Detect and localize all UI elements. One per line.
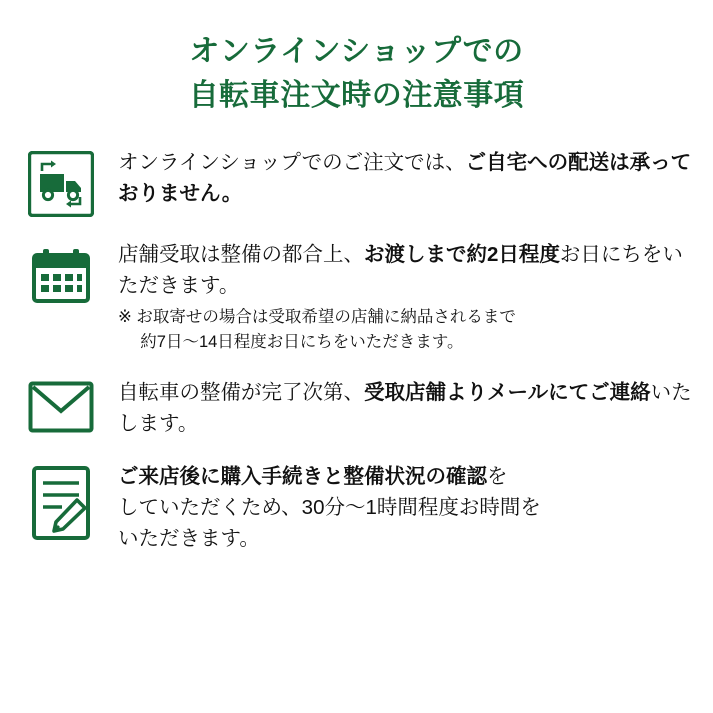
text-bold: ご自宅への bbox=[465, 151, 569, 174]
document-pen-icon bbox=[28, 465, 94, 541]
text-normal: お日にちをいただきます。 bbox=[118, 243, 683, 298]
text-normal: 店舗受取は整備の都合上、 bbox=[118, 243, 364, 266]
calendar-icon bbox=[28, 243, 94, 309]
icon-cell bbox=[18, 377, 104, 433]
text-bold: お渡しまで約2日程 bbox=[364, 243, 540, 266]
text-normal: オンラインショップでのご注文では、 bbox=[118, 151, 466, 174]
text-normal: していただくため、30分〜1時間程度お時間を bbox=[118, 496, 541, 520]
text-bold: ご来店後に購入手続きと整備状況の確認 bbox=[118, 465, 487, 489]
text-bold: 配送は承っておりません。 bbox=[118, 151, 692, 206]
note-line-2: 約7日〜14日程度お日にちをいただきます。 bbox=[140, 333, 464, 352]
list-item bbox=[18, 461, 695, 554]
notice-list bbox=[18, 147, 695, 555]
page-title-line-2: 自転車注文時の注意事項 bbox=[188, 78, 525, 112]
note-line-1: ※ お取寄せの場合は受取希望の店舗に納品されるまで bbox=[118, 308, 516, 327]
icon-cell bbox=[18, 239, 104, 309]
text-normal: 自転車の整備が完了次第、 bbox=[118, 380, 364, 404]
text-bold: にてご連絡 bbox=[548, 380, 651, 404]
delivery-truck-icon bbox=[28, 151, 94, 217]
list-item-text bbox=[118, 147, 695, 209]
list-item-note bbox=[118, 305, 695, 355]
list-item-text bbox=[118, 461, 695, 554]
text-bold: 受取店舗よりメール bbox=[364, 380, 549, 404]
envelope-icon bbox=[28, 381, 94, 433]
text-normal: を bbox=[487, 465, 508, 489]
text-bold: 度 bbox=[539, 243, 560, 266]
page-title bbox=[18, 30, 695, 117]
page-title-line-1: オンラインショップでの bbox=[189, 35, 524, 68]
icon-cell bbox=[18, 147, 104, 217]
text-normal: いただきます。 bbox=[118, 527, 260, 551]
list-item-text bbox=[118, 239, 695, 355]
list-item bbox=[18, 239, 695, 355]
list-item bbox=[18, 147, 695, 217]
text-normal: いたします。 bbox=[118, 380, 692, 435]
list-item-text bbox=[118, 377, 695, 439]
icon-cell bbox=[18, 461, 104, 541]
list-item bbox=[18, 377, 695, 439]
